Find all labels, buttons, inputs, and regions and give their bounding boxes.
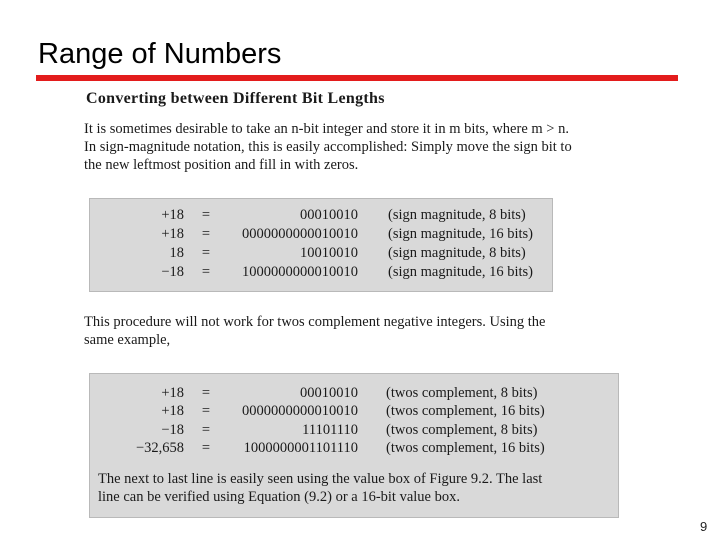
closing-line: The next to last line is easily seen using the value box of Figure 9.2. The last [98,471,543,487]
equals-sign: = [201,245,211,261]
decimal-value: +18 [161,207,184,223]
section-heading: Converting between Different Bit Lengths [86,90,385,107]
bit-pattern: 0000000000010010 [242,403,358,419]
intro-line: the new leftmost position and fill in with zeros. [84,157,359,173]
closing-line: line can be verified using Equation (9.2) or a 16-bit value box. [98,489,460,505]
bit-pattern: 00010010 [300,385,358,401]
middle-line: same example, [84,332,171,348]
equals-sign: = [201,403,211,419]
bit-pattern: 10010010 [300,245,358,261]
twos-complement-table [89,373,619,518]
equals-sign: = [201,440,211,456]
bit-pattern: 1000000001101110 [243,440,358,456]
page-number: 9 [700,519,708,534]
decimal-value: −32,658 [135,440,184,456]
slide-title: Range of Numbers [38,38,282,70]
middle-paragraph [84,313,545,349]
decimal-value: +18 [161,226,184,242]
equals-sign: = [201,422,211,438]
representation-note: (sign magnitude, 8 bits) [388,245,526,261]
middle-line: This procedure will not work for twos complement negative integers. Using the [84,314,546,330]
bit-pattern: 00010010 [300,207,358,223]
intro-paragraph [84,120,572,174]
equals-sign: = [201,226,211,242]
decimal-value: −18 [161,422,184,438]
equals-sign: = [201,207,211,223]
representation-note: (sign magnitude, 16 bits) [388,226,533,242]
representation-note: (sign magnitude, 8 bits) [388,207,526,223]
bit-pattern: 0000000000010010 [242,226,358,242]
closing-paragraph [98,470,542,506]
decimal-value: −18 [161,264,184,280]
representation-note: (twos complement, 8 bits) [386,422,538,438]
equals-sign: = [201,385,211,401]
decimal-value: 18 [169,245,184,261]
equals-sign: = [201,264,211,280]
title-underline [36,75,678,81]
sign-magnitude-table [89,198,553,292]
decimal-value: +18 [161,403,184,419]
representation-note: (sign magnitude, 16 bits) [388,264,533,280]
bit-pattern: 11101110 [302,422,358,438]
bit-pattern: 1000000000010010 [242,264,358,280]
representation-note: (twos complement, 8 bits) [386,385,538,401]
representation-note: (twos complement, 16 bits) [386,403,545,419]
intro-line: In sign-magnitude notation, this is easily accomplished: Simply move the sign bit to [84,139,572,155]
intro-line: It is sometimes desirable to take an n-bit integer and store it in m bits, where m > n. [84,121,569,137]
representation-note: (twos complement, 16 bits) [386,440,545,456]
decimal-value: +18 [161,385,184,401]
